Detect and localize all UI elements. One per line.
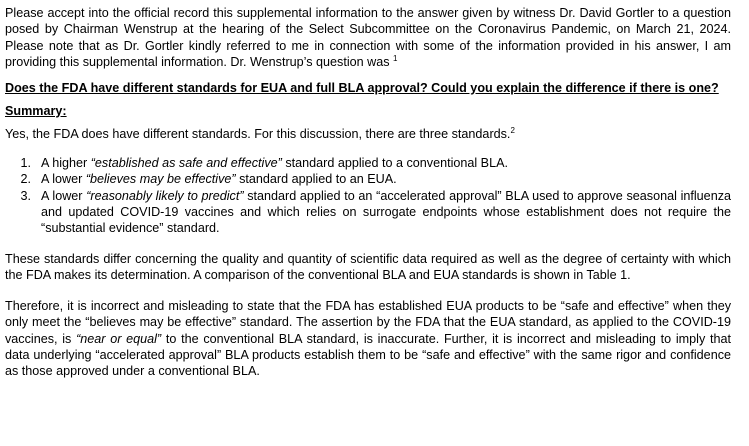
standard-emphasis: “believes may be effective” xyxy=(85,172,236,187)
intro-text: Please accept into the official record this supplemental information to the answer given by witness Dr. David Gortler to a question posed by Chairman Wenstrup at the hearing of the Select Subcommittee on the Coronavirus Pandemic, on March 21, 2024. Please note that as Dr. Gortler kindly referred to me in connection with some of the information provided in his answer, I am providing this supplemental information. Dr. Wenstrup’s question was xyxy=(5,6,731,70)
list-number: 1. xyxy=(20,155,31,170)
footnote-ref-2: 2 xyxy=(510,126,515,136)
standard-text xyxy=(41,155,731,171)
question-heading: Does the FDA have different standards for EUA and full BLA approval? Could you explain the difference if there is one? xyxy=(5,80,719,95)
standard-text-before: A lower xyxy=(41,188,87,203)
list-number: 2. xyxy=(20,172,31,187)
standard-item-1 xyxy=(5,155,731,171)
standard-text-after: standard applied to a conventional BLA. xyxy=(281,155,508,170)
standard-text xyxy=(41,188,731,237)
standard-item-3 xyxy=(5,188,731,237)
intro-paragraph xyxy=(5,5,731,71)
conclusion-text-before: Therefore, it is incorrect and misleading to state that the FDA has established EUA products to be “safe and effective” when they only meet the “believes may be effective” standard. The assertion by the FDA that the EUA standard, as applied to the COVID-19 vaccines, is xyxy=(5,298,731,346)
standard-emphasis: “reasonably likely to predict” xyxy=(86,188,244,203)
conclusion-emphasis: “near or equal” xyxy=(76,331,162,346)
standard-text-before: A higher xyxy=(41,155,91,170)
conclusion-text-after: to the conventional BLA standard, is inaccurate. Further, it is incorrect and misleading to imply that data underlying “accelerated approval” BLA products establish them to be “safe and effective” with the same rigor and confidence as those approved under a conventional BLA. xyxy=(5,331,732,379)
comparison-paragraph: These standards differ concerning the quality and quantity of scientific data required as well as the degree of certainty with which the FDA makes its determination. A comparison of the conventional BLA and EUA standards is shown in Table 1. xyxy=(5,251,731,283)
standard-text-before: A lower xyxy=(41,172,86,187)
footnote-ref-1: 1 xyxy=(393,54,398,64)
standard-emphasis: “established as safe and effective” xyxy=(90,155,282,170)
standard-item-2 xyxy=(5,171,731,187)
conclusion-paragraph xyxy=(5,298,731,380)
summary-answer xyxy=(5,126,731,142)
standard-text xyxy=(41,171,731,187)
summary-answer-text: Yes, the FDA does have different standards. For this discussion, there are three standards. xyxy=(5,127,511,142)
summary-heading: Summary: xyxy=(5,104,67,119)
standards-list xyxy=(5,155,731,237)
standard-text-after: standard applied to an EUA. xyxy=(235,172,397,187)
list-number: 3. xyxy=(20,188,31,203)
standard-text-after: standard applied to an “accelerated approval” BLA used to approve seasonal influenza and updated COVID-19 vaccines and which relies on surrogate endpoints whose establishment does not require the “substantial evidence” standard. xyxy=(41,188,731,236)
